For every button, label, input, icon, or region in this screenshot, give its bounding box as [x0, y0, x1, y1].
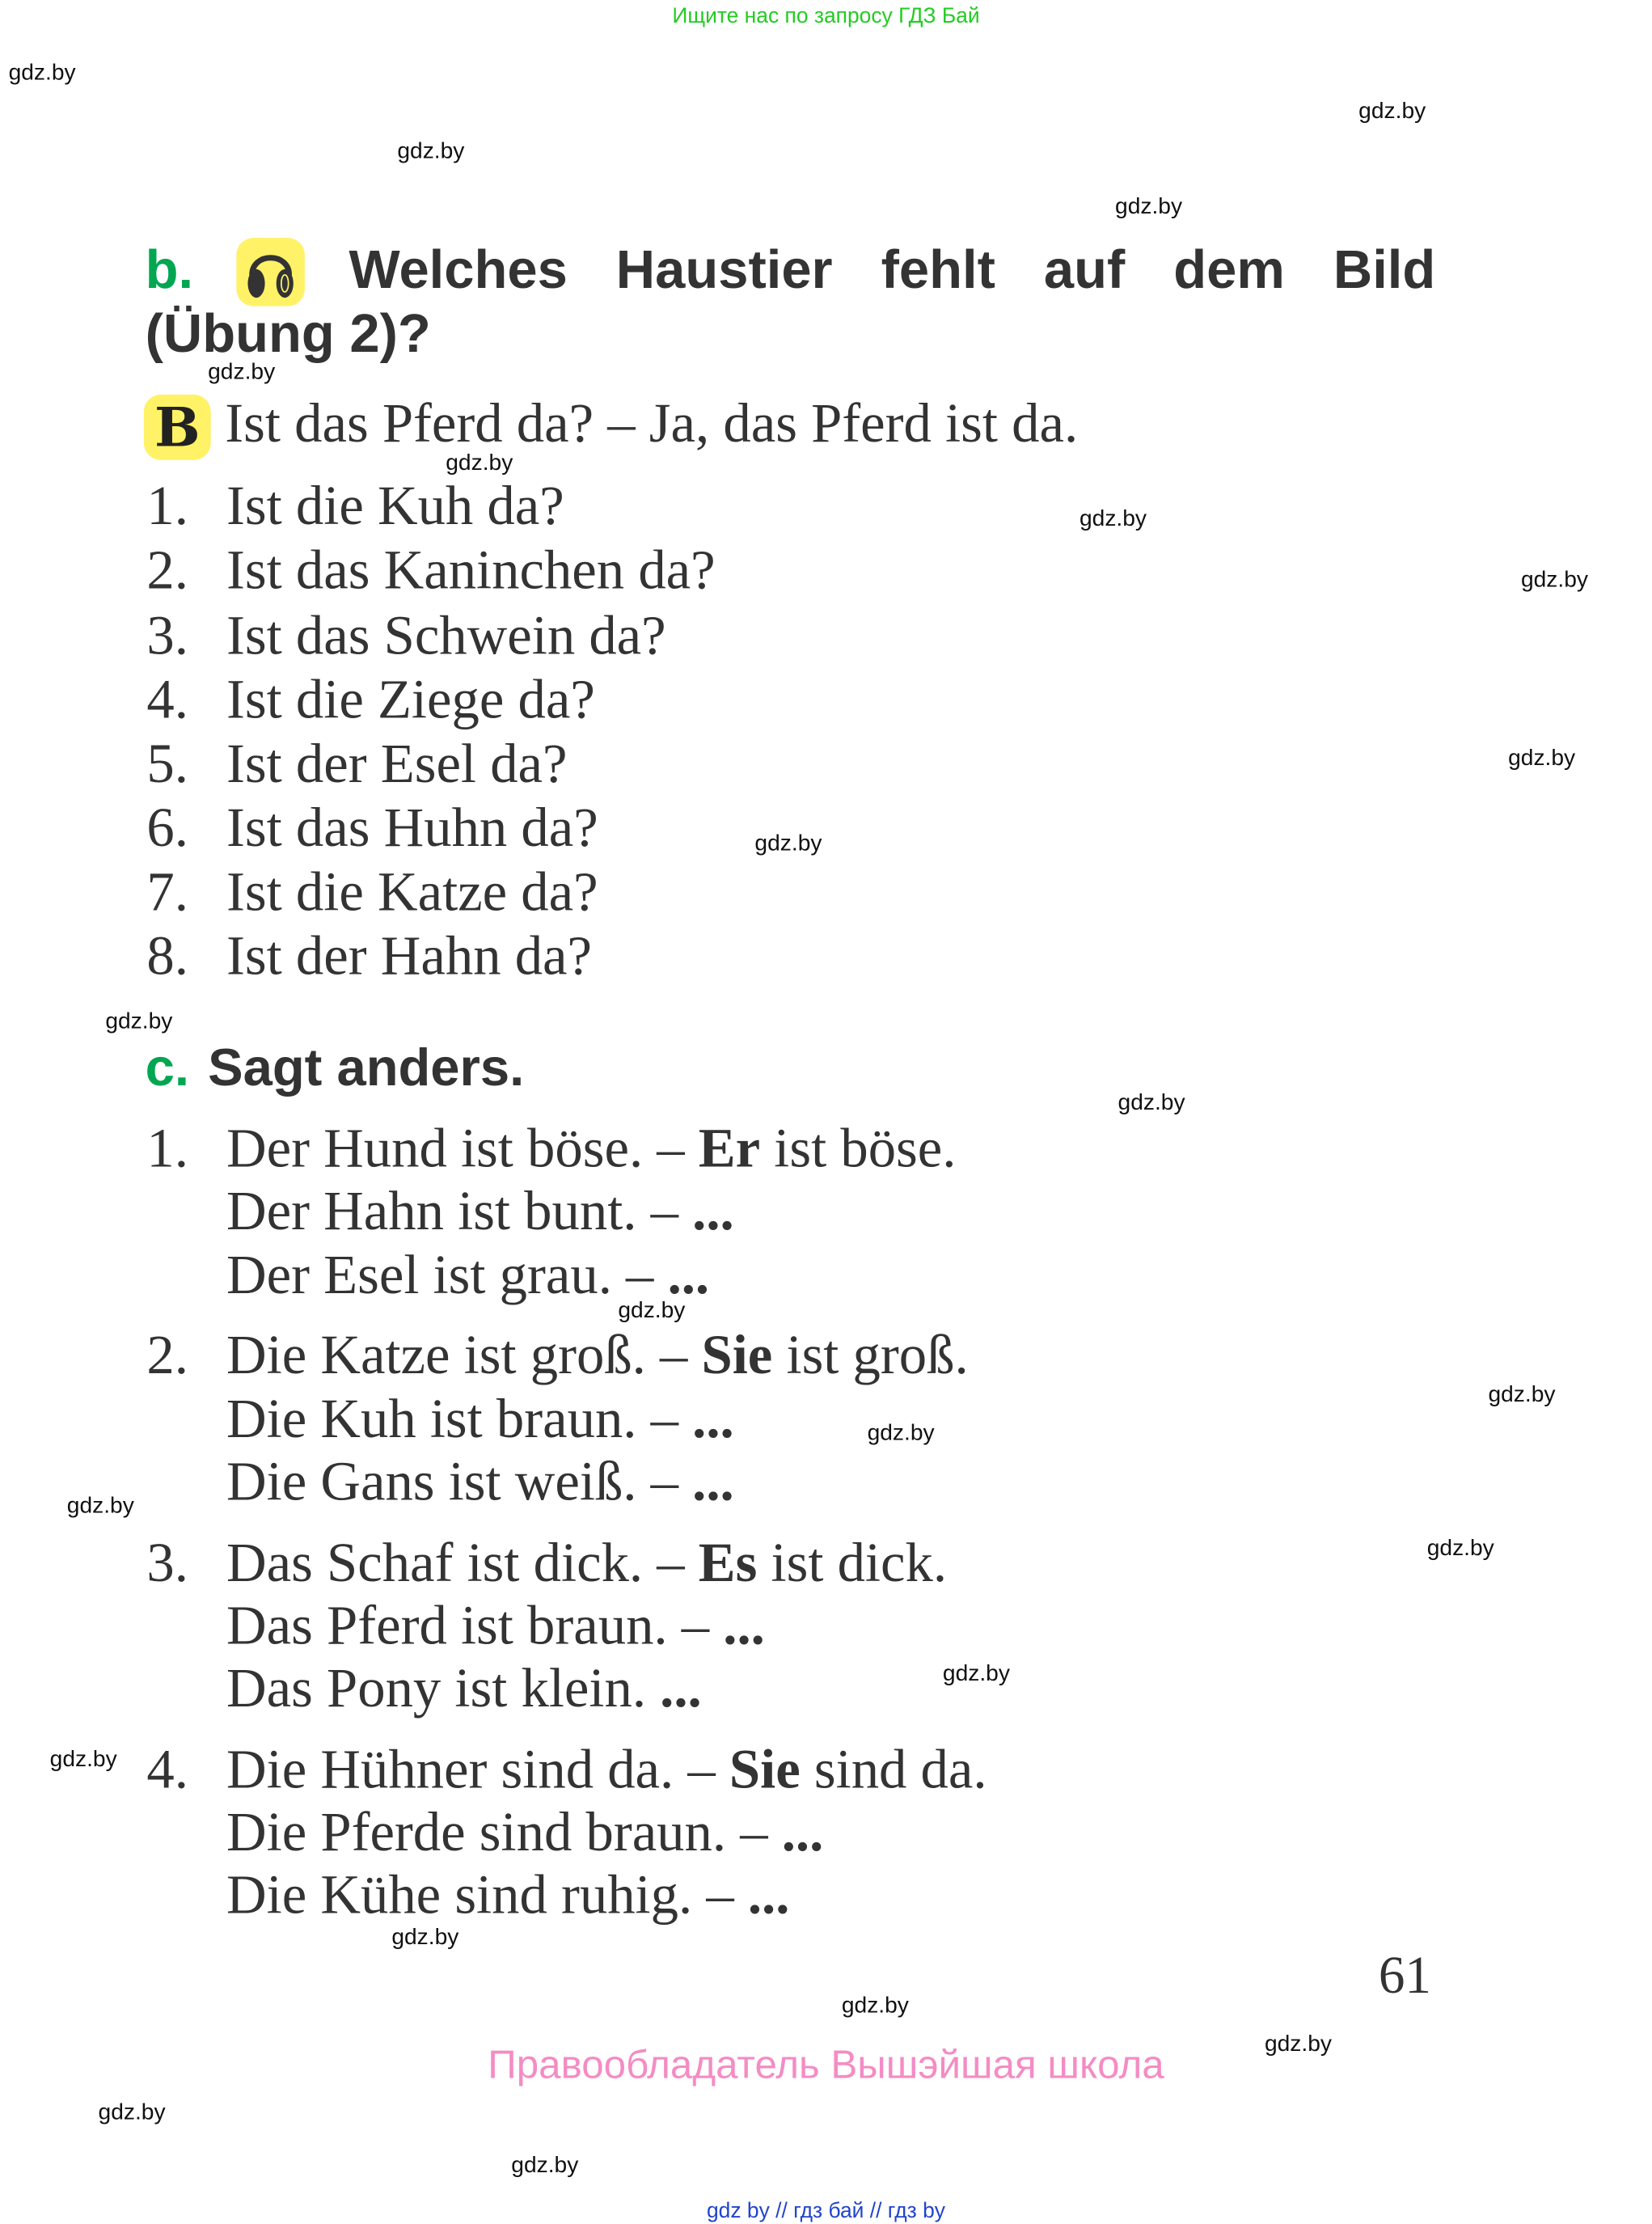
line-answer: ...	[667, 1245, 710, 1307]
item-text: Ist der Hahn da?	[226, 925, 593, 987]
line-answer: ...	[660, 1658, 702, 1719]
line-text	[226, 1739, 987, 1801]
exercise-line	[0, 1389, 1424, 1451]
watermark-text: gdz.by	[98, 2100, 166, 2125]
line-text	[226, 1325, 969, 1387]
section-b-title	[349, 239, 1435, 302]
watermark-text: gdz.by	[1118, 1091, 1185, 1116]
title-word: Bild	[1333, 240, 1436, 301]
line-pre: Die Gans ist weiß. –	[226, 1451, 693, 1513]
title-word: fehlt	[881, 240, 995, 301]
line-text	[226, 1802, 823, 1864]
headphones-icon[interactable]	[236, 238, 305, 307]
exercise-line	[0, 1739, 1424, 1801]
item-text: Ist der Esel da?	[226, 734, 568, 795]
line-pre: Die Katze ist groß. –	[226, 1324, 702, 1386]
example-sentence: Ist das Pferd da? – Ja, das Pferd ist da.	[225, 393, 1079, 455]
line-post: sind da.	[800, 1739, 987, 1801]
line-answer: ...	[692, 1389, 734, 1450]
item-number: 1.	[146, 1118, 188, 1180]
item-number: 1.	[146, 476, 188, 537]
watermark-text: gdz.by	[1358, 99, 1426, 125]
watermark-text: gdz.by	[397, 139, 465, 164]
line-pre: Das Pferd ist braun. –	[226, 1595, 724, 1657]
line-text	[226, 1658, 702, 1720]
list-item	[0, 797, 1424, 860]
watermark-text: gdz.by	[942, 1662, 1010, 1687]
line-text	[226, 1452, 734, 1514]
list-item	[0, 734, 1424, 796]
exercise-line	[0, 1533, 1424, 1595]
watermark-text: gdz.by	[754, 831, 822, 856]
line-post: ist dick.	[757, 1533, 948, 1594]
line-answer: ...	[692, 1451, 734, 1513]
list-item	[0, 670, 1424, 732]
title-word: Welches	[349, 240, 568, 301]
line-answer: ...	[692, 1181, 734, 1242]
watermark-text: gdz.by	[1520, 568, 1588, 593]
item-text: Ist die Kuh da?	[226, 476, 564, 537]
exercise-line	[0, 1658, 1424, 1720]
watermark-text: gdz.by	[1426, 1537, 1494, 1562]
watermark-text: gdz.by	[511, 2153, 579, 2178]
line-answer: ...	[747, 1864, 790, 1926]
line-post: ist groß.	[772, 1324, 969, 1386]
line-text	[226, 1118, 956, 1181]
watermark-text: gdz.by	[105, 1009, 173, 1034]
item-number: 4.	[146, 1739, 188, 1801]
line-answer: Es	[698, 1533, 758, 1594]
footer-links[interactable]: gdz by // гдз бай // гдз by	[706, 2199, 946, 2224]
search-banner[interactable]: Ищите нас по запросу ГДЗ Бай	[672, 4, 980, 29]
item-text: Ist die Ziege da?	[226, 669, 595, 731]
line-pre: Der Esel ist grau. –	[226, 1245, 668, 1307]
section-c-letter: c.	[145, 1038, 189, 1097]
watermark-text: gdz.by	[1264, 2032, 1332, 2057]
item-text: Ist das Schwein da?	[226, 605, 666, 667]
line-answer: Sie	[701, 1324, 773, 1386]
line-answer: Sie	[729, 1739, 801, 1801]
item-number: 5.	[146, 734, 188, 795]
line-text	[226, 1245, 709, 1307]
line-pre: Das Pony ist klein.	[226, 1658, 661, 1719]
watermark-text: gdz.by	[208, 360, 276, 385]
title-word: dem	[1173, 240, 1285, 301]
line-text	[226, 1181, 734, 1243]
item-number: 3.	[146, 1533, 188, 1594]
list-item	[0, 539, 1424, 602]
line-post: ist böse.	[760, 1118, 957, 1180]
line-text	[226, 1596, 765, 1658]
watermark-text: gdz.by	[841, 1994, 909, 2019]
example-icon	[144, 395, 211, 460]
title-word: auf	[1043, 240, 1126, 301]
exercise-line	[0, 1452, 1424, 1514]
line-answer: ...	[723, 1595, 765, 1657]
list-item	[0, 476, 1424, 538]
line-text	[226, 1864, 789, 1926]
list-item	[0, 862, 1424, 924]
watermark-text: gdz.by	[66, 1494, 134, 1519]
watermark-text: gdz.by	[1508, 746, 1576, 771]
line-pre: Die Pferde sind braun. –	[226, 1801, 782, 1863]
item-number: 6.	[146, 797, 188, 860]
watermark-text: gdz.by	[1079, 506, 1147, 531]
watermark-text: gdz.by	[1115, 195, 1183, 220]
list-item	[0, 926, 1424, 988]
item-text: Ist die Katze da?	[226, 861, 598, 924]
exercise-line	[0, 1802, 1424, 1864]
item-number: 7.	[146, 861, 188, 924]
item-number: 4.	[146, 669, 188, 731]
line-pre: Die Hühner sind da. –	[226, 1739, 729, 1801]
exercise-line	[0, 1596, 1424, 1658]
item-number: 2.	[146, 1324, 188, 1386]
line-pre: Die Kühe sind ruhig. –	[226, 1864, 748, 1926]
watermark-text: gdz.by	[391, 1926, 459, 1951]
watermark-text: gdz.by	[618, 1299, 686, 1324]
item-number: 3.	[146, 605, 188, 667]
watermark-text: gdz.by	[8, 61, 76, 86]
title-word: Haustier	[615, 240, 833, 301]
copyright-notice: Правообладатель Вышэйшая школа	[488, 2042, 1164, 2087]
item-number: 2.	[146, 539, 188, 602]
exercise-line	[0, 1118, 1424, 1181]
page-number: 61	[1378, 1947, 1432, 2006]
line-pre: Das Schaf ist dick. –	[226, 1533, 699, 1594]
exercise-line	[0, 1245, 1424, 1307]
section-b-title-line2: (Übung 2)?	[145, 304, 431, 365]
item-text: Ist das Huhn da?	[226, 797, 598, 860]
watermark-text: gdz.by	[1488, 1383, 1556, 1408]
line-pre: Die Kuh ist braun. –	[226, 1389, 693, 1450]
exercise-line	[0, 1181, 1424, 1243]
line-pre: Der Hahn ist bunt. –	[226, 1181, 693, 1242]
line-pre: Der Hund ist böse. –	[226, 1118, 699, 1180]
line-text	[226, 1389, 734, 1451]
section-b-letter: b.	[145, 240, 194, 301]
watermark-text: gdz.by	[867, 1421, 935, 1446]
watermark-text: gdz.by	[49, 1747, 117, 1772]
exercise-line	[0, 1864, 1424, 1926]
exercise-line	[0, 1325, 1424, 1387]
line-text	[226, 1533, 947, 1595]
item-text: Ist das Kaninchen da?	[226, 539, 716, 602]
line-answer: ...	[781, 1801, 824, 1863]
section-c-title: Sagt anders.	[208, 1038, 525, 1097]
watermark-text: gdz.by	[446, 451, 513, 476]
list-item	[0, 606, 1424, 668]
line-answer: Er	[698, 1118, 761, 1180]
example-icon-letter: B	[154, 394, 201, 459]
item-number: 8.	[146, 925, 188, 987]
